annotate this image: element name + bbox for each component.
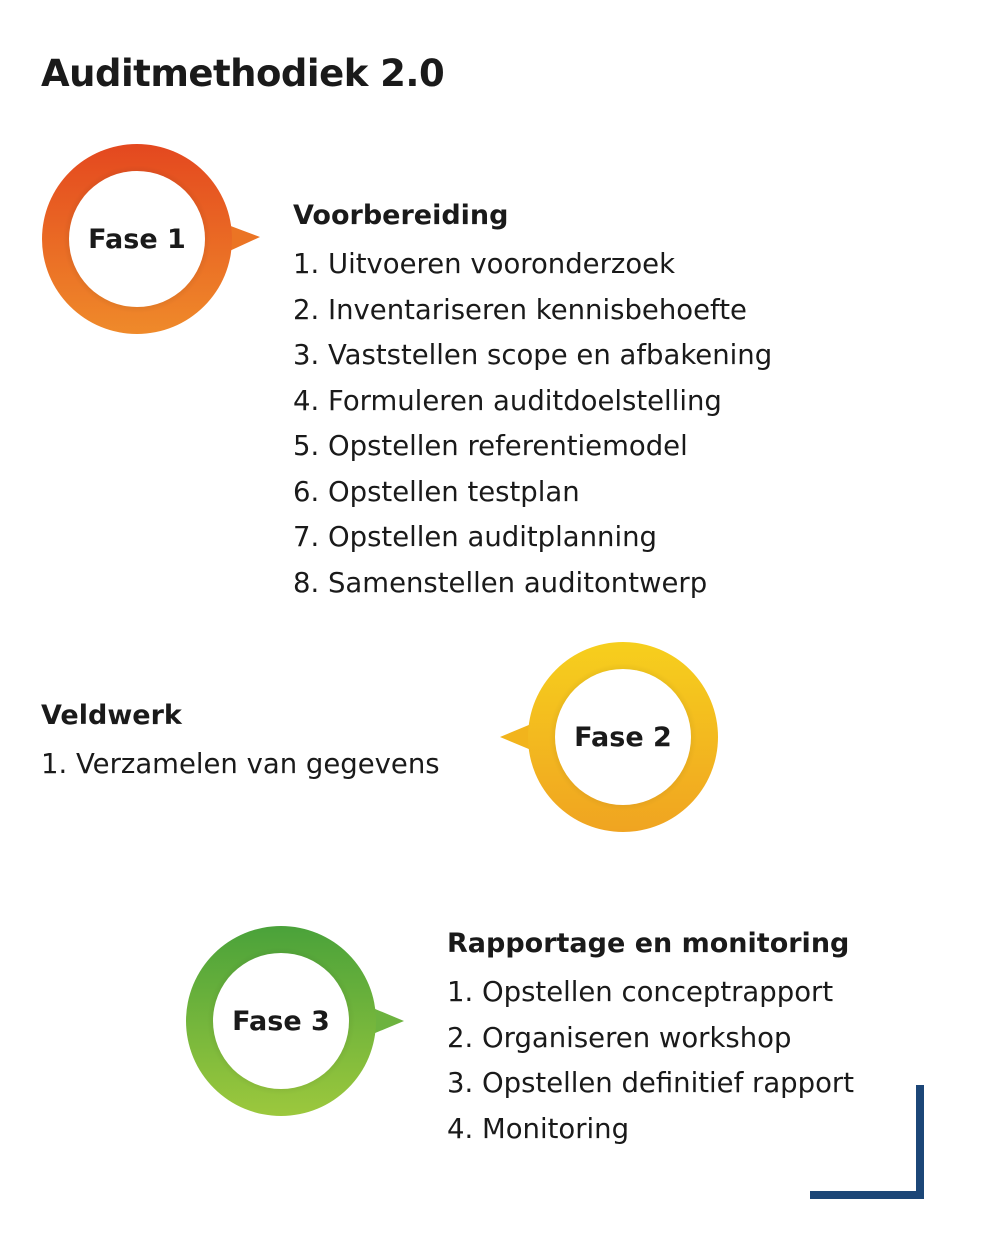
phase-3-ring-icon — [186, 926, 376, 1116]
phase-2-steps — [41, 742, 440, 788]
phase-2-ring-icon — [528, 642, 718, 832]
phase-2-content — [41, 700, 440, 788]
list-item: 4. Formuleren auditdoelstelling — [293, 384, 722, 417]
phase-2-heading: Veldwerk — [41, 700, 182, 731]
corner-bracket-decoration — [810, 1085, 924, 1199]
list-item: 2. Organiseren workshop — [447, 1021, 792, 1054]
list-item: 3. Opstellen definitief rapport — [447, 1067, 854, 1100]
phase-2-badge-label: Fase 2 — [574, 721, 672, 753]
phase-1-badge — [42, 144, 232, 334]
list-item: 3. Vaststellen scope en afbakening — [293, 339, 773, 372]
phase-3-badge — [186, 926, 376, 1116]
list-item: 1. Uitvoeren vooronderzoek — [293, 248, 676, 281]
phase-1-ring-icon — [42, 144, 232, 334]
phase-2-badge — [528, 642, 718, 832]
list-item: 5. Opstellen referentiemodel — [293, 430, 688, 463]
list-item: 1. Opstellen conceptrapport — [447, 976, 834, 1009]
phase-1-badge-label: Fase 1 — [88, 223, 186, 255]
phase-3-heading: Rapportage en monitoring — [447, 928, 850, 959]
list-item: 4. Monitoring — [447, 1112, 630, 1145]
list-item: 2. Inventariseren kennisbehoefte — [293, 293, 747, 326]
page-title: Auditmethodiek 2.0 — [41, 52, 445, 95]
phase-1-heading: Voorbereiding — [293, 200, 509, 231]
phase-3-badge-label: Fase 3 — [232, 1005, 330, 1037]
list-item: 8. Samenstellen auditontwerp — [293, 566, 708, 599]
phase-3-content — [447, 928, 854, 1152]
list-item: 6. Opstellen testplan — [293, 475, 580, 508]
phase-1-steps — [293, 242, 772, 606]
phase-1-content — [293, 200, 772, 606]
list-item: 7. Opstellen auditplanning — [293, 521, 657, 554]
list-item: 1. Verzamelen van gegevens — [41, 748, 440, 781]
phase-3-steps — [447, 970, 854, 1152]
